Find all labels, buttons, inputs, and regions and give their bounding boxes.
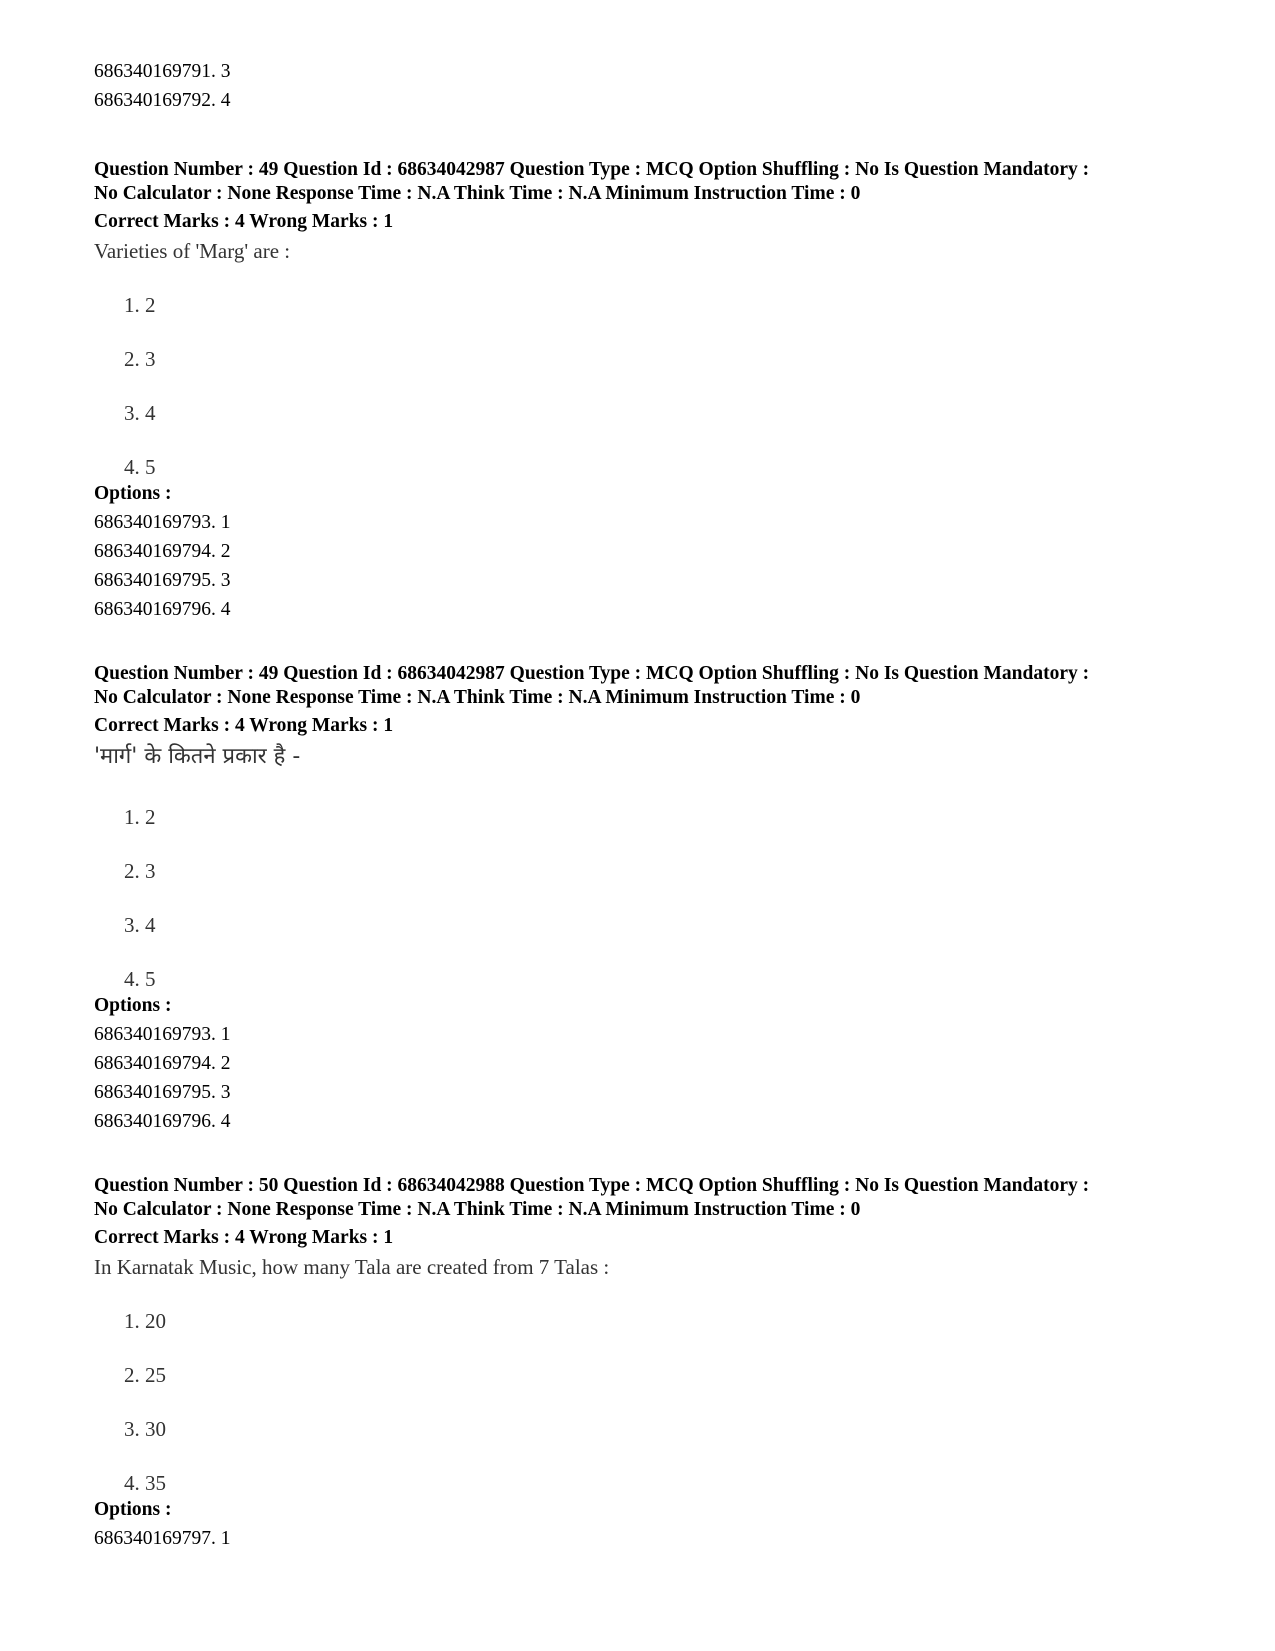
option-id-line: 686340169791. 3 <box>94 61 231 82</box>
question-meta: Question Number : 49 Question Id : 68634042987 Question Type : MCQ Option Shuffling : No Is Question Mandatory : <box>94 159 1090 180</box>
option-id-line: 686340169794. 2 <box>94 1053 231 1074</box>
option-id-line: 686340169796. 4 <box>94 599 231 620</box>
question-meta: No Calculator : None Response Time : N.A Think Time : N.A Minimum Instruction Time : 0 <box>94 183 861 204</box>
options-label: Options : <box>94 995 172 1016</box>
answer-choice: 3. 4 <box>124 913 156 937</box>
option-id-line: 686340169792. 4 <box>94 90 231 111</box>
option-id-line: 686340169796. 4 <box>94 1111 231 1132</box>
answer-choice: 3. 30 <box>124 1417 166 1441</box>
answer-choice: 4. 35 <box>124 1471 166 1495</box>
question-text: 'मार्ग' के कितने प्रकार है - <box>94 744 301 769</box>
answer-choice: 3. 4 <box>124 401 156 425</box>
options-label: Options : <box>94 483 172 504</box>
answer-choice: 1. 20 <box>124 1309 166 1333</box>
question-meta: Question Number : 50 Question Id : 68634042988 Question Type : MCQ Option Shuffling : No Is Question Mandatory : <box>94 1175 1090 1196</box>
question-text: In Karnatak Music, how many Tala are created from 7 Talas : <box>94 1255 610 1279</box>
option-id-line: 686340169793. 1 <box>94 512 231 533</box>
option-id-line: 686340169795. 3 <box>94 570 231 591</box>
question-marks: Correct Marks : 4 Wrong Marks : 1 <box>94 715 394 736</box>
option-id-line: 686340169793. 1 <box>94 1024 231 1045</box>
answer-choice: 1. 2 <box>124 293 156 317</box>
option-id-line: 686340169797. 1 <box>94 1528 231 1549</box>
question-marks: Correct Marks : 4 Wrong Marks : 1 <box>94 211 394 232</box>
question-meta: Question Number : 49 Question Id : 68634042987 Question Type : MCQ Option Shuffling : No Is Question Mandatory : <box>94 663 1090 684</box>
option-id-line: 686340169794. 2 <box>94 541 231 562</box>
answer-choice: 1. 2 <box>124 805 156 829</box>
answer-choice: 4. 5 <box>124 967 156 991</box>
question-marks: Correct Marks : 4 Wrong Marks : 1 <box>94 1227 394 1248</box>
question-meta: No Calculator : None Response Time : N.A Think Time : N.A Minimum Instruction Time : 0 <box>94 687 861 708</box>
answer-choice: 2. 3 <box>124 859 156 883</box>
answer-choice: 2. 25 <box>124 1363 166 1387</box>
question-text: Varieties of 'Marg' are : <box>94 239 291 263</box>
option-id-line: 686340169795. 3 <box>94 1082 231 1103</box>
question-meta: No Calculator : None Response Time : N.A Think Time : N.A Minimum Instruction Time : 0 <box>94 1199 861 1220</box>
answer-choice: 2. 3 <box>124 347 156 371</box>
answer-choice: 4. 5 <box>124 455 156 479</box>
options-label: Options : <box>94 1499 172 1520</box>
